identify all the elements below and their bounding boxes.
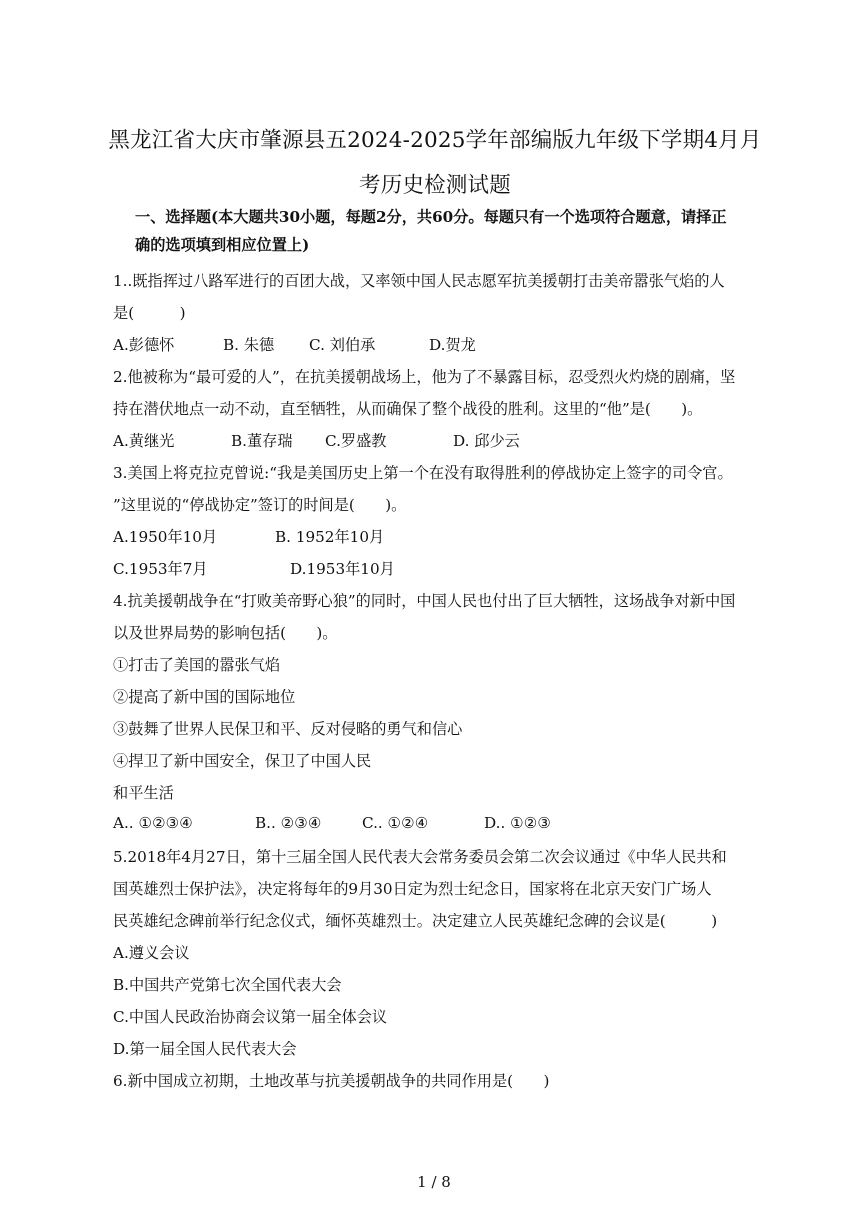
q5-option-b: B.中国共产党第七次全国代表大会 <box>113 976 342 994</box>
q3-stem-line-2: ”这里说的“停战协定”签订的时间是( )。 <box>113 496 407 514</box>
q5-option-a: A.遵义会议 <box>113 944 190 962</box>
q2-option-d: D. 邱少云 <box>453 432 520 450</box>
q2-option-b: B.董存瑞 <box>231 432 293 450</box>
q4-stem-line-2: 以及世界局势的影响包括( )。 <box>113 624 338 642</box>
q5-option-c: C.中国人民政治协商会议第一届全体会议 <box>113 1008 388 1026</box>
q4-item-2: ②提高了新中国的国际地位 <box>113 688 296 706</box>
q4-item-3: ③鼓舞了世界人民保卫和平、反对侵略的勇气和信心 <box>113 720 463 738</box>
q5-stem-line-2: 国英雄烈士保护法》，决定将每年的9月30日定为烈士纪念日，国家将在北京天安门广场人 <box>113 880 712 898</box>
q4-item-1: ①打击了美国的嚣张气焰 <box>113 656 281 674</box>
q4-item-4-continued: 和平生活 <box>113 784 174 802</box>
q6-stem-line-1: 6.新中国成立初期，土地改革与抗美援朝战争的共同作用是( ) <box>113 1072 550 1090</box>
document-title-line-2: 考历史检测试题 <box>359 173 511 198</box>
q4-option-a: A.. ①②③④ <box>113 814 193 832</box>
q1-option-b: B. 朱德 <box>223 336 275 354</box>
q1-stem-line-2: 是( ) <box>113 304 186 322</box>
q3-option-a: A.1950年10月 <box>113 528 218 546</box>
q2-option-c: C.罗盛教 <box>325 432 387 450</box>
q2-stem-line-2: 持在潜伏地点一动不动，直至牺牲，从而确保了整个战役的胜利。这里的“他”是( )。 <box>113 400 703 418</box>
section-heading-line-2: 确的选项填到相应位置上) <box>135 236 310 254</box>
q4-option-c: C.. ①②④ <box>362 814 429 832</box>
q3-stem-line-1: 3.美国上将克拉克曾说:“我是美国历史上第一个在没有取得胜利的停战协定上签字的司令官。 <box>113 464 733 482</box>
q3-option-c: C.1953年7月 <box>113 560 208 578</box>
q4-option-b: B.. ②③④ <box>255 814 322 832</box>
q2-option-a: A.黄继光 <box>113 432 175 450</box>
q1-option-c: C. 刘伯承 <box>309 336 376 354</box>
section-heading-line-1: 一、选择题(本大题共30小题，每题2分，共60分。每题只有一个选项符合题意，请择正 <box>135 208 727 226</box>
q2-stem-line-1: 2.他被称为“最可爱的人”，在抗美援朝战场上，他为了不暴露目标，忍受烈火灼烧的剧痛，坚 <box>113 368 736 386</box>
q5-stem-line-3: 民英雄纪念碑前举行纪念仪式，缅怀英雄烈士。决定建立人民英雄纪念碑的会议是( ) <box>113 912 718 930</box>
q5-option-d: D.第一届全国人民代表大会 <box>113 1040 297 1058</box>
document-title-line-1: 黑龙江省大庆市肇源县五2024-2025学年部编版九年级下学期4月月 <box>108 128 762 153</box>
q1-option-a: A.彭德怀 <box>113 336 175 354</box>
page-number: 1 / 8 <box>417 1173 451 1191</box>
q4-stem-line-1: 4.抗美援朝战争在“打败美帝野心狼”的同时，中国人民也付出了巨大牺牲，这场战争对新中国 <box>113 592 736 610</box>
q5-stem-line-1: 5.2018年4月27日，第十三届全国人民代表大会常务委员会第二次会议通过《中华人民共和 <box>113 848 727 866</box>
q3-option-b: B. 1952年10月 <box>275 528 385 546</box>
q1-stem-line-1: 1..既指挥过八路军进行的百团大战，又率领中国人民志愿军抗美援朝打击美帝嚣张气焰的人 <box>113 272 725 290</box>
q3-option-d: D.1953年10月 <box>290 560 395 578</box>
q4-option-d: D.. ①②③ <box>484 814 551 832</box>
q1-option-d: D.贺龙 <box>429 336 476 354</box>
q4-item-4: ④捍卫了新中国安全，保卫了中国人民 <box>113 752 372 770</box>
